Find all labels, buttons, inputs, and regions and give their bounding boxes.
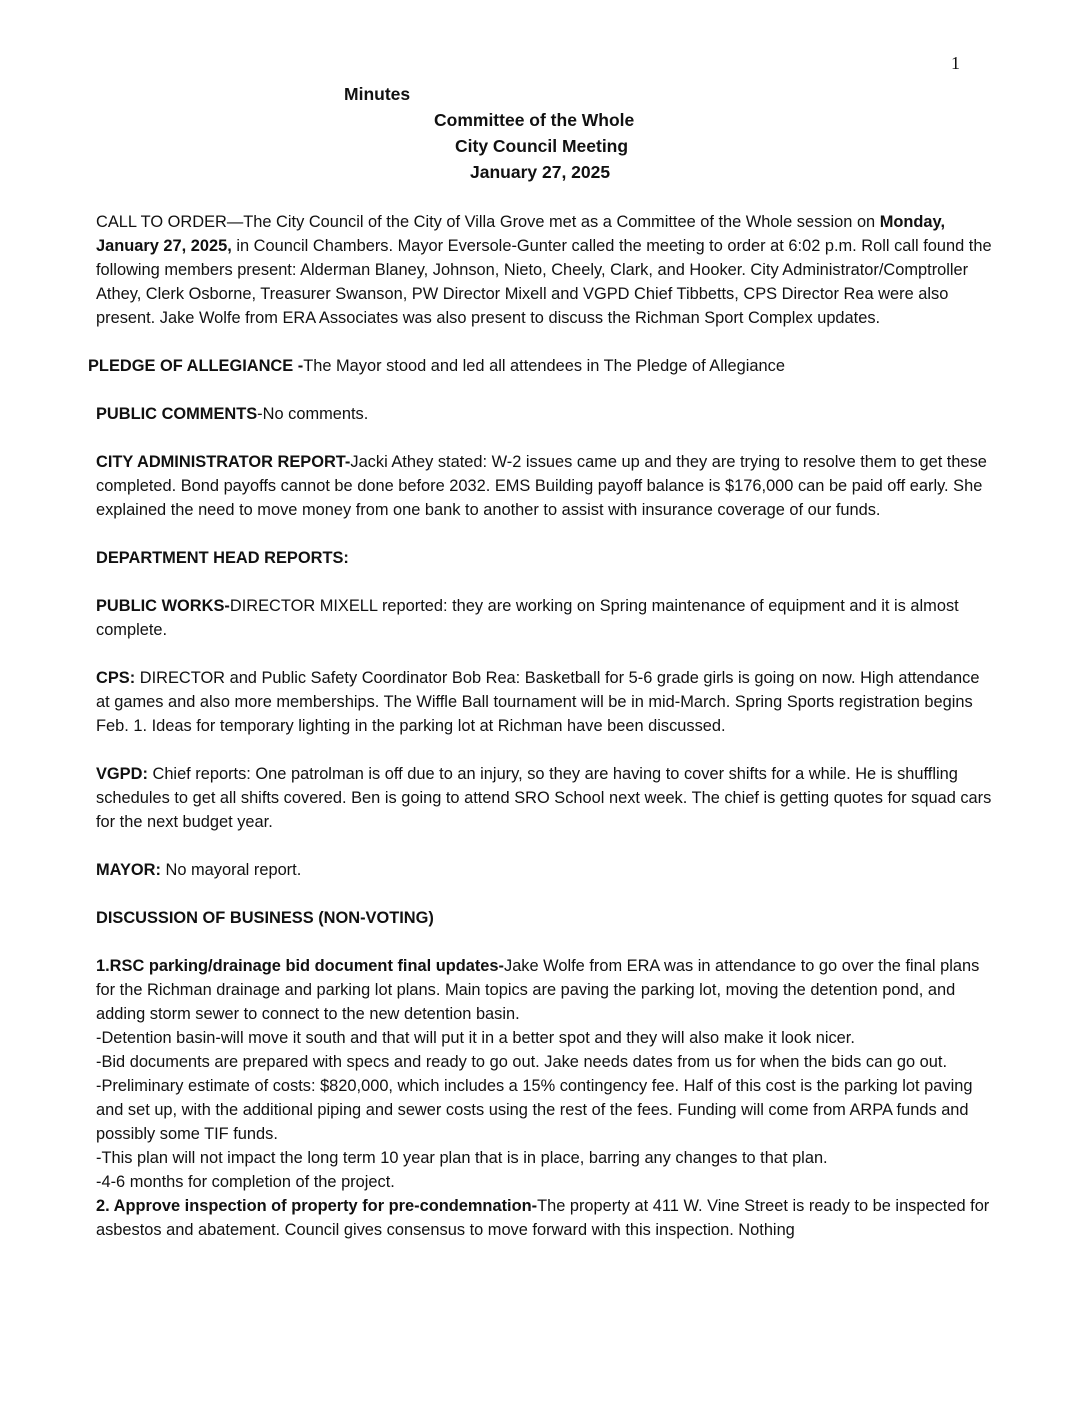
meeting-day-bold: Monday, January 27, 2025,	[96, 213, 945, 255]
vgpd-label: VGPD:	[96, 765, 148, 783]
meeting-date: January 27, 2025	[470, 162, 611, 182]
item2-label: 2. Approve inspection of property for pre-condemnation-	[96, 1197, 538, 1215]
call-to-order-paragraph	[96, 210, 996, 330]
meeting-title: City Council Meeting	[455, 136, 629, 156]
item1-bullet: -Detention basin-will move it south and that will put it in a better spot and they will also make it look nicer.	[96, 1029, 855, 1047]
vgpd-paragraph	[96, 762, 996, 834]
dept-heading-label: DEPARTMENT HEAD REPORTS:	[96, 549, 349, 567]
public-works-label: PUBLIC WORKS-	[96, 597, 230, 615]
admin-report-label: CITY ADMINISTRATOR REPORT-	[96, 453, 351, 471]
discussion-heading	[96, 906, 996, 930]
admin-report-text: Jacki Athey stated: W-2 issues came up and they are trying to resolve them to get these completed. Bond payoffs cannot be done before 2032. EMS Building payoff balance is $176,000 can be paid off early. She explained the need to move money from one bank to another to assist with insurance coverage of our funds.	[96, 453, 987, 519]
public-comments-paragraph	[96, 402, 996, 426]
page-number: 1	[951, 53, 960, 73]
document-title: Minutes	[344, 84, 411, 104]
item1-bullet: -Preliminary estimate of costs: $820,000, which includes a 15% contingency fee. Half of this cost is the parking lot paving and set up, with the additional piping and sewer costs using the rest of the fees. Funding will come from ARPA funds and possibly some TIF funds.	[96, 1077, 973, 1143]
item1-paragraph	[96, 954, 996, 1026]
admin-report-paragraph	[96, 450, 996, 522]
public-comments-text: -No comments.	[257, 405, 369, 423]
item1-bullet: -4-6 months for completion of the project.	[96, 1173, 395, 1191]
cps-paragraph	[96, 666, 996, 738]
item1-bullet: -Bid documents are prepared with specs and ready to go out. Jake needs dates from us for when the bids can go out.	[96, 1053, 947, 1071]
vgpd-text: Chief reports: One patrolman is off due to an injury, so they are having to cover shifts for a while. He is shuffling schedules to get all shifts covered. Ben is going to attend SRO School next week. The chief is getting quotes for squad cars for the next budget year.	[96, 765, 992, 831]
item1-text: Jake Wolfe from ERA was in attendance to go over the final plans for the Richman drainage and parking lot plans. Main topics are paving the parking lot, moving the detention pond, and adding storm sewer to connect to the new detention basin.	[96, 957, 980, 1023]
mayor-paragraph	[96, 858, 996, 882]
item1-bullet: -This plan will not impact the long term 10 year plan that is in place, barring any changes to that plan.	[96, 1149, 828, 1167]
mayor-text: No mayoral report.	[160, 861, 302, 879]
public-works-paragraph	[96, 594, 996, 642]
pledge-label: PLEDGE OF ALLEGIANCE -	[88, 357, 304, 375]
minutes-body	[88, 210, 996, 1242]
pledge-text: The Mayor stood and led all attendees in The Pledge of Allegiance	[303, 357, 785, 375]
cps-label: CPS:	[96, 669, 136, 687]
item1-label: 1.RSC parking/drainage bid document final updates-	[96, 957, 504, 975]
pledge-paragraph	[88, 354, 996, 378]
public-works-text: DIRECTOR MIXELL reported: they are working on Spring maintenance of equipment and it is almost complete.	[96, 597, 959, 639]
mayor-label: MAYOR:	[96, 861, 161, 879]
cps-text: DIRECTOR and Public Safety Coordinator Bob Rea: Basketball for 5-6 grade girls is going on now. High attendance at games and also more memberships. The Wiffle Ball tournament will be in mid-March. Spring Sports registration begins Feb. 1. Ideas for temporary lighting in the parking lot at Richman have been discussed.	[96, 669, 980, 735]
call-to-order-rest: in Council Chambers. Mayor Eversole-Gunter called the meeting to order at 6:02 p.m. Roll call found the following members present: Alderman Blaney, Johnson, Nieto, Cheely, Clark, and Hooker. City Administrator/Comptroller Athey, Clerk Osborne, Treasurer Swanson, PW Director Mixell and VGPD Chief Tibbetts, CPS Director Rea were also present. Jake Wolfe from ERA Associates was also present to discuss the Richman Sport Complex updates.	[96, 237, 992, 327]
committee-title: Committee of the Whole	[434, 110, 635, 130]
item2-paragraph	[96, 1194, 996, 1242]
call-to-order-text: CALL TO ORDER—The City Council of the City of Villa Grove met as a Committee of the Whole session on	[96, 213, 880, 231]
discussion-heading-label: DISCUSSION OF BUSINESS (NON-VOTING)	[96, 909, 434, 927]
dept-heading	[96, 546, 996, 570]
item2-text: The property at 411 W. Vine Street is ready to be inspected for asbestos and abatement. Council gives consensus to move forward with this inspection. Nothing	[96, 1197, 990, 1239]
public-comments-label: PUBLIC COMMENTS	[96, 405, 258, 423]
